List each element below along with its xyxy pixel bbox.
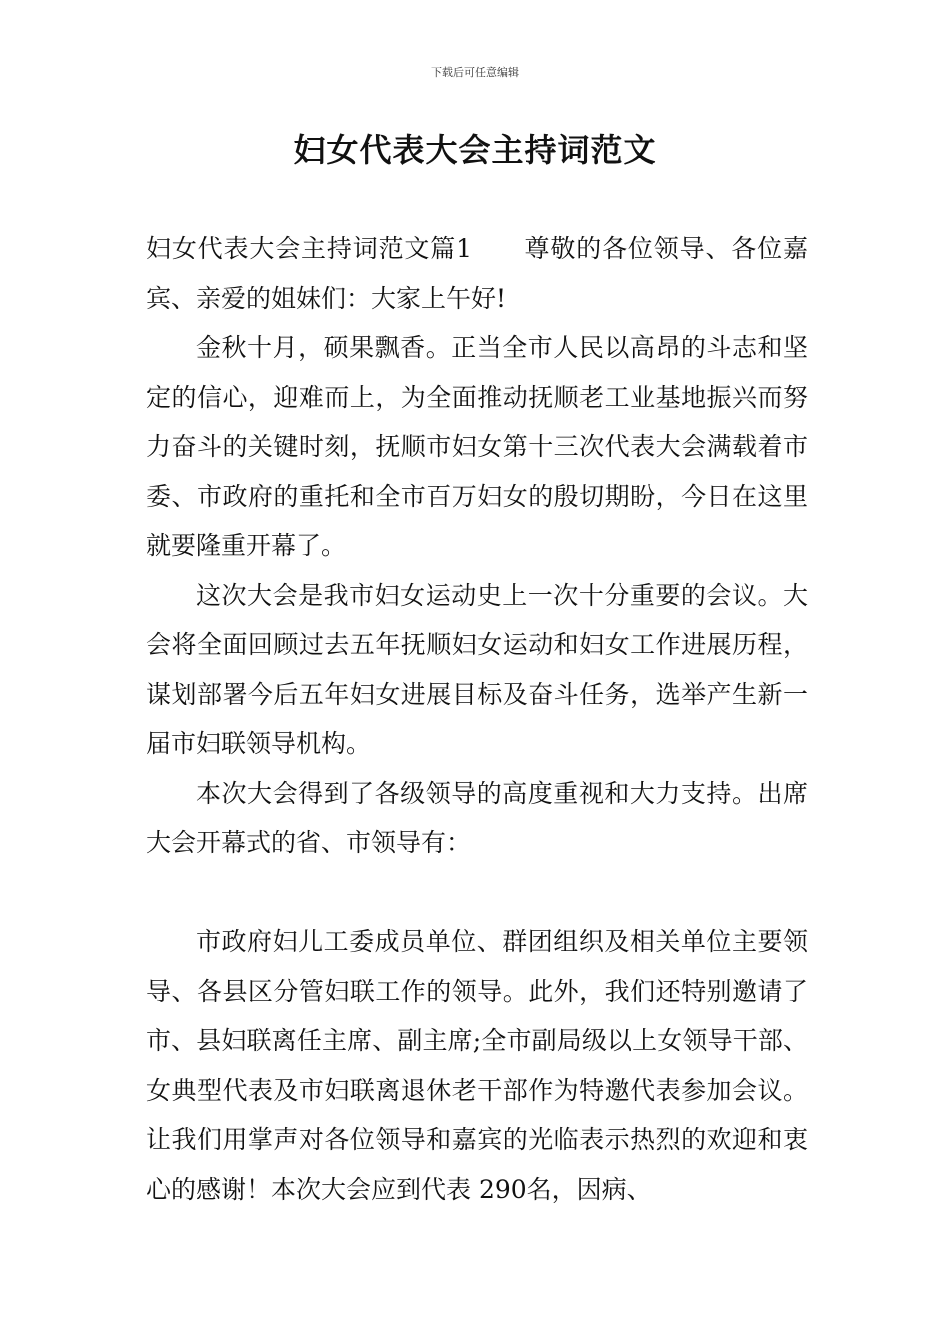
document-body: [146, 224, 808, 1214]
paragraph-3: 这次大会是我市妇女运动史上一次十分重要的会议。大会将全面回顾过去五年抚顺妇女运动和妇女工作进展历程，谋划部署今后五年妇女进展目标及奋斗任务，选举产生新一届市妇联领导机构。: [146, 580, 808, 758]
paragraph-5: 市政府妇儿工委成员单位、群团组织及相关单位主要领导、各县区分管妇联工作的领导。此外，我们还特别邀请了市、县妇联离任主席、副主席;全市副局级以上女领导干部、女典型代表及市妇联离退休老干部作为特邀代表参加会议。让我们用掌声对各位领导和嘉宾的光临表示热烈的欢迎和衷心的感谢！本次大会应到代表 290名，因病、: [146, 927, 808, 1204]
paragraph-4: 本次大会得到了各级领导的高度重视和大力支持。出席大会开幕式的省、市领导有：: [146, 778, 808, 857]
header-note: 下载后可任意编辑: [431, 66, 519, 79]
paragraph-2: 金秋十月，硕果飘香。正当全市人民以高昂的斗志和坚定的信心，迎难而上，为全面推动抚顺老工业基地振兴而努力奋斗的关键时刻，抚顺市妇女第十三次代表大会满载着市委、市政府的重托和全市百万妇女的殷切期盼，今日在这里就要隆重开幕了。: [146, 333, 808, 560]
paragraph-opening: 妇女代表大会主持词范文篇1 尊敬的各位领导、各位嘉宾、亲爱的姐妹们：大家上午好!: [146, 234, 808, 313]
blank-line: [146, 868, 808, 918]
document-title: 妇女代表大会主持词范文: [293, 131, 657, 169]
